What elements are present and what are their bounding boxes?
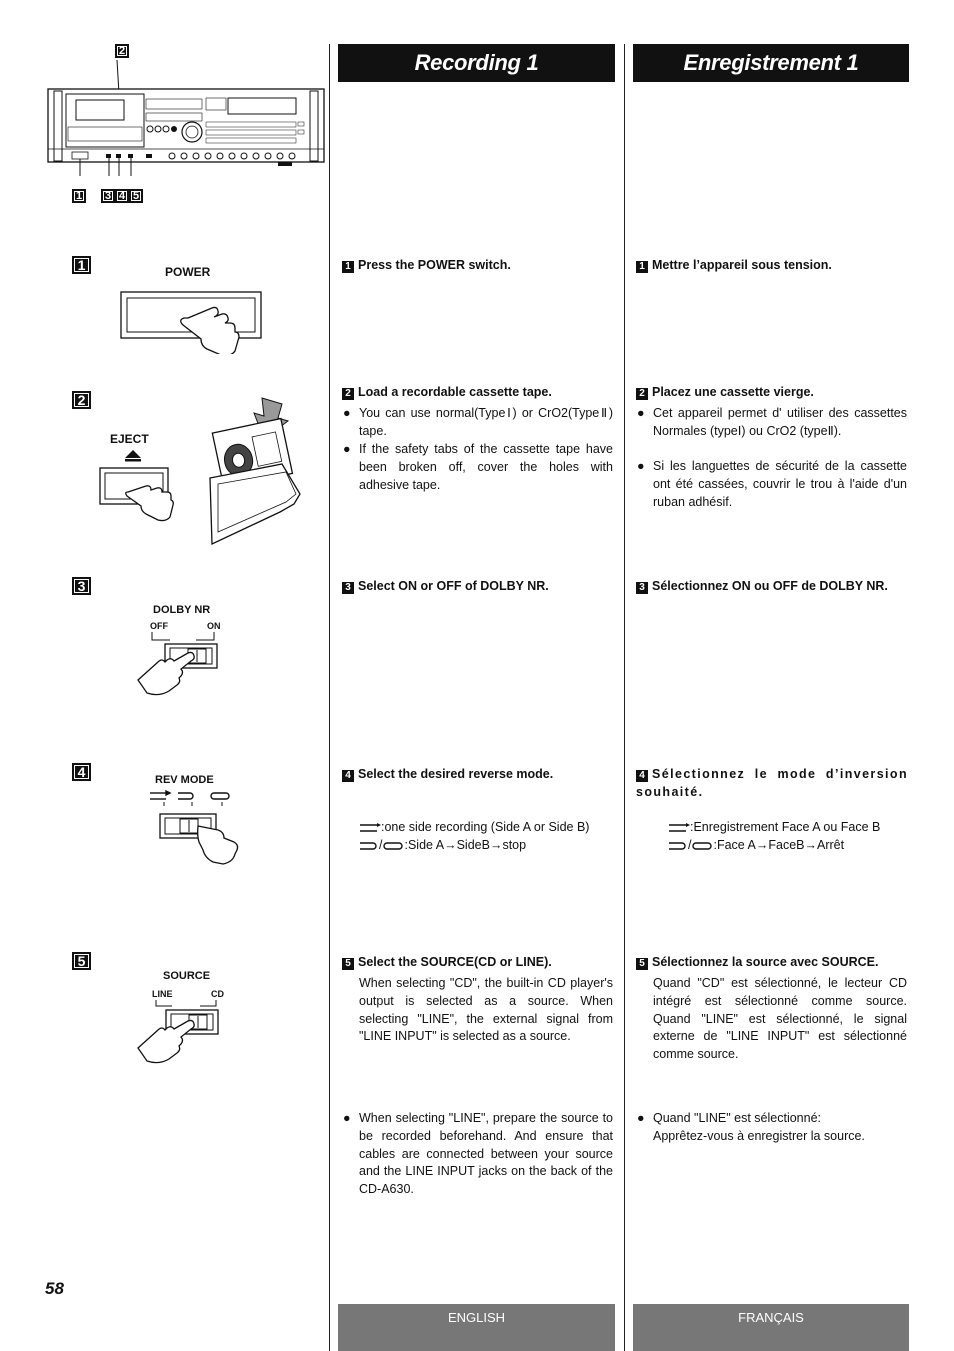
en-step2-badge: 2 [342,388,354,400]
fr-step5-text: Quand "CD" est sélectionné, le lecteur CD intégré est sélectionné comme source. Quand "LINE" est sélectionné, le signal externe de "LINE INPUT" est sélectionné comme source. [653,976,907,1062]
step-number-1: 1 [72,256,91,274]
dolby-label: DOLBY NR [153,604,211,616]
fr-step4-line2: / :Face A→FaceB→Arrêt [668,837,908,855]
en-step3-heading: 3 Select ON or OFF of DOLBY NR. [342,577,614,595]
en-step5-badge: 5 [342,958,354,970]
fr-step1-heading: 1 Mettre l’appareil sous tension. [636,256,908,274]
source-label: SOURCE [163,970,211,982]
en-step4-heading: 4 Select the desired reverse mode. [342,765,614,783]
column-divider-right [624,44,625,1351]
english-header: Recording 1 [338,44,615,82]
source-cd-label: CD [211,989,224,999]
eject-icon [125,450,141,462]
one-side-icon [668,823,690,833]
fr-step5-badge: 5 [636,958,648,970]
one-side-icon [359,823,381,833]
en-step5-text: When selecting "CD", the built-in CD player's output is selected as a source. When selecting "LINE", the external signal from "LINE INPUT" is selected as a source. [359,976,613,1044]
device-front-panel-illustration [46,56,326,176]
en-step1-heading: 1 Press the POWER switch. [342,256,614,274]
fr-step4-line1: :Enregistrement Face A ou Face B [668,819,908,837]
fr-step2-bullet-1: ● Cet appareil permet d' utiliser des cassettes Normales (typeⅠ) ou CrO2 (typeⅡ). [637,406,907,438]
en-step5-bullet: ● When selecting "LINE", prepare the source to be recorded beforehand. And ensure that cables are connected between your source and the LINE INPUT jacks on the back of the CD-A630. [343,1111,613,1197]
french-header: Enregistrement 1 [633,44,909,82]
fr-step1-badge: 1 [636,261,648,273]
eject-label: EJECT [110,432,149,446]
french-footer-tab: FRANÇAIS [633,1304,909,1351]
cassette-loading-illustration [200,396,304,546]
source-switch-illustration [132,998,232,1064]
revmode-switch-illustration [142,788,252,868]
en-step4-line1: :one side recording (Side A or Side B) [359,819,619,837]
dolby-switch-illustration [132,630,232,696]
step-number-2: 2 [72,391,91,409]
device-callout-1: 1 [72,189,86,203]
one-side-icon [150,791,170,799]
device-callout-3: 3 [101,189,115,203]
continuous-icon [382,841,404,851]
device-callout-4: 4 [115,189,129,203]
fr-step5-heading: 5 Sélectionnez la source avec SOURCE. [636,953,908,971]
power-button-illustration [118,288,268,354]
en-step2-bullet-1: ● You can use normal(TypeⅠ) or CrO2(TypeⅡ) tape. [343,406,613,438]
column-divider-left [329,44,330,1351]
step-number-3: 3 [72,577,91,595]
dolby-off-label: OFF [150,621,168,631]
fr-step2-bullet-2: ● Si les languettes de sécurité de la cassette ont été cassées, couvrir le trou à l'aide d'un ruban adhésif. [637,459,907,509]
english-footer-tab: ENGLISH [338,1304,615,1351]
source-line-label: LINE [152,989,173,999]
page-number: 58 [45,1279,64,1298]
continuous-icon [211,793,229,799]
eject-button-illustration [96,448,182,526]
continuous-icon [691,841,713,851]
en-step4-line2: / :Side A→SideB→stop [359,837,619,855]
reverse-icon [359,841,379,851]
fr-step2-heading: 2 Placez une cassette vierge. [636,383,908,401]
fr-step4-badge: 4 [636,770,648,782]
revmode-label: REV MODE [155,774,214,786]
step-number-4: 4 [72,763,91,781]
en-step5-heading: 5 Select the SOURCE(CD or LINE). [342,953,614,971]
device-callout-5: 5 [129,189,143,203]
power-label: POWER [165,265,211,279]
en-step2-bullet-2: ● If the safety tabs of the cassette tape have been broken off, cover the holes with adhesive tape. [343,442,613,492]
reverse-icon [668,841,688,851]
en-step1-badge: 1 [342,261,354,273]
fr-step2-badge: 2 [636,388,648,400]
fr-step4-heading: 4 Sélectionnez le mode d’inversion souhaité. [636,767,908,799]
en-step2-heading: 2 Load a recordable cassette tape. [342,383,614,401]
en-step3-badge: 3 [342,582,354,594]
en-step4-badge: 4 [342,770,354,782]
fr-step3-heading: 3 Sélectionnez ON ou OFF de DOLBY NR. [636,577,908,595]
fr-step3-badge: 3 [636,582,648,594]
reverse-icon [178,793,193,799]
dolby-on-label: ON [207,621,221,631]
device-callout-2: 2 [115,44,129,58]
step-number-5: 5 [72,952,91,970]
fr-step5-bullet: ● Quand "LINE" est sélectionné: Apprêtez-vous à enregistrer la source. [637,1111,865,1143]
